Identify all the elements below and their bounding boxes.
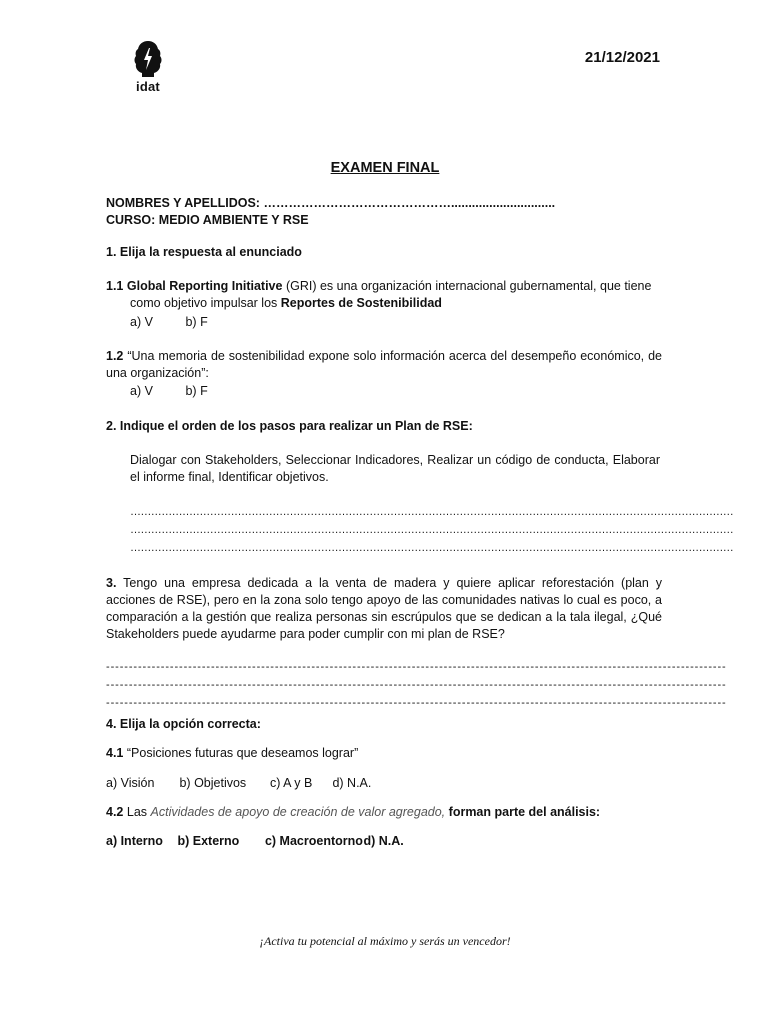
q4-2 <box>106 805 600 819</box>
q4-1-option-a[interactable]: a) Visión <box>106 776 155 790</box>
q4-1-options <box>106 776 371 790</box>
q4-1-option-c[interactable]: c) A y B <box>269 776 313 790</box>
q1-1-line-2 <box>130 296 442 310</box>
name-line <box>106 196 555 210</box>
q3-answer-line[interactable]: ---------------------------------------------------------------------------------------------------------------------------------------- <box>106 661 727 673</box>
q4-1-option-d[interactable]: d) N.A. <box>332 776 372 790</box>
q4-2-text-italic: Actividades de apoyo de creación de valor agregado, <box>150 805 446 819</box>
q2-answer-line[interactable]: ………………………………………………………………………………………………………………………………………………………… <box>130 524 734 536</box>
q1-2-option-a[interactable]: a) V <box>130 384 153 398</box>
q1-1-text-2: como objetivo impulsar los <box>130 296 278 310</box>
q4-1-option-b[interactable]: b) Objetivos <box>179 776 247 790</box>
q4-2-option-a[interactable]: a) Interno <box>106 834 163 848</box>
q1-heading: 1. Elija la respuesta al enunciado <box>106 245 302 259</box>
q4-2-text-post: forman parte del análisis: <box>448 805 601 819</box>
course-label: CURSO: MEDIO AMBIENTE Y RSE <box>106 213 309 227</box>
idat-flame-logo-icon <box>134 40 162 78</box>
q4-2-options <box>106 834 404 848</box>
page-title: EXAMEN FINAL <box>330 160 440 176</box>
exam-date: 21/12/2021 <box>584 49 660 66</box>
q3-number: 3. <box>106 576 117 590</box>
q1-1-number: 1.1 <box>106 279 124 293</box>
q4-heading: 4. Elija la opción correcta: <box>106 717 261 731</box>
q1-1-term: Global Reporting Initiative <box>126 279 283 293</box>
q1-2-number: 1.2 <box>106 349 124 363</box>
q1-1-text-1: (GRI) es una organización internacional gubernamental, que tiene <box>285 279 652 293</box>
q1-1-line-1 <box>106 279 651 293</box>
q4-1 <box>106 746 358 760</box>
q3 <box>106 575 662 643</box>
q3-answer-line[interactable]: ---------------------------------------------------------------------------------------------------------------------------------------- <box>106 679 727 691</box>
q4-1-text: “Posiciones futuras que deseamos lograr” <box>126 746 359 760</box>
q1-1-option-b[interactable]: b) F <box>185 315 208 329</box>
name-blank: ……………………………………….............................. <box>263 196 556 210</box>
q2-answer-line[interactable]: ………………………………………………………………………………………………………………………………………………………… <box>130 542 734 554</box>
logo-text: idat <box>136 79 160 94</box>
name-label: NOMBRES Y APELLIDOS: <box>106 196 260 210</box>
q1-2-option-b[interactable]: b) F <box>185 384 208 398</box>
footer-motto: ¡Activa tu potencial al máximo y serás un vencedor! <box>259 934 511 948</box>
logo <box>126 40 170 94</box>
q2-answer-line[interactable]: ………………………………………………………………………………………………………………………………………………………… <box>130 506 734 518</box>
q1-2-text: “Una memoria de sostenibilidad expone solo información acerca del desempeño económico, de una organización”: <box>106 349 662 380</box>
q3-text: Tengo una empresa dedicada a la venta de madera y quiere aplicar reforestación (plan y acciones de RSE), pero en la zona solo tengo apoyo de las comunidades nativas lo cual es poco, a comparación a la gestión que realiza personas sin escrúpulos que se dedican a la tala ilegal, ¿Qué Stakeholders puede ayudarme para poder cumplir con mi plan de RSE? <box>106 576 663 641</box>
q1-1-options <box>130 315 208 329</box>
q4-2-option-b[interactable]: b) Externo <box>177 834 240 848</box>
q4-2-option-c[interactable]: c) Macroentorno <box>264 834 363 848</box>
q1-2 <box>106 348 662 382</box>
q2-heading: 2. Indique el orden de los pasos para realizar un Plan de RSE: <box>106 419 473 433</box>
q4-1-number: 4.1 <box>106 746 124 760</box>
q1-2-options <box>130 384 208 398</box>
q3-answer-line[interactable]: ---------------------------------------------------------------------------------------------------------------------------------------- <box>106 697 727 709</box>
q1-1-option-a[interactable]: a) V <box>130 315 153 329</box>
q2-steps: Dialogar con Stakeholders, Seleccionar Indicadores, Realizar un código de conducta, Elaborar el informe final, Identificar objetivos. <box>130 453 660 484</box>
q4-2-text-pre: Las <box>126 805 148 819</box>
q4-2-number: 4.2 <box>106 805 124 819</box>
q1-1-term-2: Reportes de Sostenibilidad <box>280 296 442 310</box>
q4-2-option-d[interactable]: d) N.A. <box>363 834 404 848</box>
